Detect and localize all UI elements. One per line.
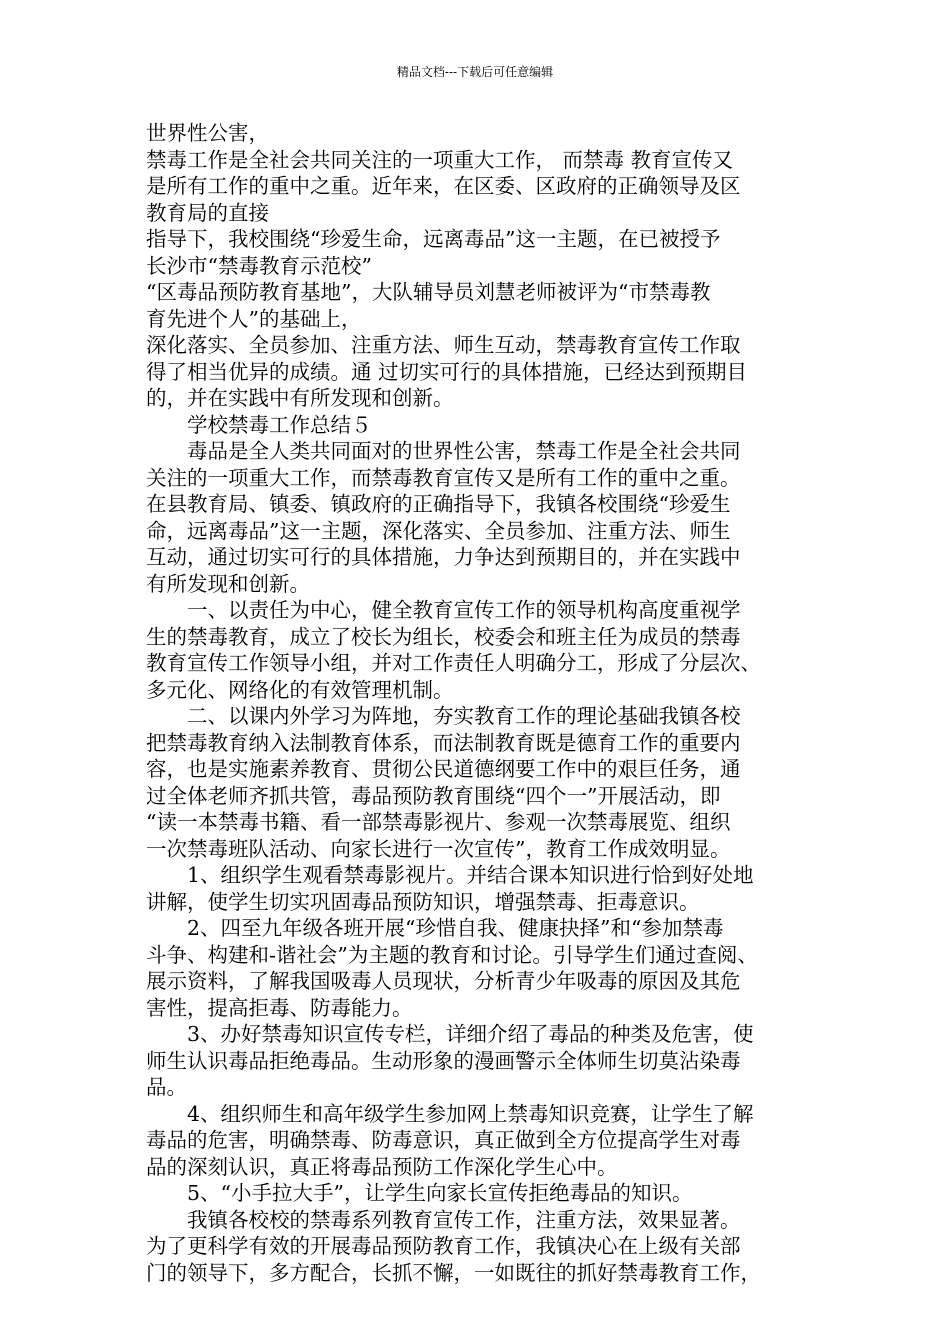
text-line: “读一本禁毒书籍、看一部禁毒影视片、参观一次禁毒展览、组织: [146, 810, 731, 834]
text-line: 斗争、构建和-谐社会”为主题的教育和讨论。引导学生们通过查阅、: [146, 942, 758, 967]
text-line: 深化落实、全员参加、注重方法、师生互动，禁毒教育宣传工作取: [146, 333, 741, 357]
text-line: 品的深刻认识，真正将毒品预防工作深化学生心中。: [146, 1154, 618, 1179]
text-line: 教育宣传工作领导小组，并对工作责任人明确分工，形成了分层次、: [146, 651, 761, 675]
text-line: 3、办好禁毒知识宣传专栏，详细介绍了毒品的种类及危害，使: [187, 1022, 754, 1046]
text-line: 禁毒工作是全社会共同关注的一项重大工作， 而禁毒 教育宣传又: [146, 147, 734, 172]
text-line: 得了相当优异的成绩。通 过切实可行的具体措施，已经达到预期目: [146, 359, 748, 384]
text-line: 师生认识毒品拒绝毒品。生动形象的漫画警示全体师生切莫沾染毒: [146, 1048, 741, 1073]
text-line: 育先进个人”的基础上，: [146, 306, 362, 331]
text-line: 毒品的危害，明确禁毒、防毒意识，真正做到全方位提高学生对毒: [146, 1128, 741, 1152]
text-line: 5、“小手拉大手”，让学生向家长宣传拒绝毒品的知识。: [187, 1181, 693, 1205]
text-line: 有所发现和创新。: [146, 571, 310, 596]
text-line: 门的领导下，多方配合，长抓不懈，一如既往的抓好禁毒教育工作，: [146, 1260, 761, 1285]
text-line: 4、组织师生和高年级学生参加网上禁毒知识竞赛，让学生了解: [187, 1101, 754, 1126]
text-line: 2、四至九年级各班开展“珍惜自我、健康抉择”和“参加禁毒: [187, 916, 724, 940]
text-line: 过全体老师齐抓共管，毒品预防教育围绕“四个一”开展活动，即: [146, 783, 721, 808]
text-line: 在县教育局、镇委、镇政府的正确指导下，我镇各校围绕“珍爱生: [146, 492, 731, 516]
text-line: “区毒品预防教育基地”，大队辅导员刘慧老师被评为“市禁毒教: [146, 280, 711, 304]
text-line: 为了更科学有效的开展毒品预防教育工作，我镇决心在上级有关部: [146, 1234, 741, 1258]
text-line: 二、以课内外学习为阵地，夯实教育工作的理论基础我镇各校: [187, 704, 741, 728]
text-line: 毒品是全人类共同面对的世界性公害，禁毒工作是全社会共同: [187, 439, 741, 463]
text-line: 我镇各校校的禁毒系列教育宣传工作，注重方法，效果显著。: [187, 1207, 741, 1232]
text-line: 展示资料，了解我国吸毒人员现状，分析青少年吸毒的原因及其危: [146, 969, 741, 993]
document-body: [146, 120, 806, 1286]
text-line: 的，并在实践中有所发现和创新。: [146, 386, 454, 410]
text-line: 品。: [146, 1075, 187, 1099]
text-line: 指导下，我校围绕“珍爱生命，远离毒品”这一主题，在已被授予: [146, 227, 721, 251]
text-line: 命，远离毒品”这一主题，深化落实、全员参加、注重方法、师生: [146, 518, 731, 543]
text-line: 讲解，使学生切实巩固毒品预防知识，增强禁毒、拒毒意识。: [146, 889, 700, 914]
text-line: 一次禁毒班队活动、向家长进行一次宣传”，教育工作成效明显。: [146, 836, 731, 861]
text-line: 容，也是实施素养教育、贯彻公民道德纲要工作中的艰巨任务，通: [146, 757, 741, 781]
page-header: 精品文档---下载后可任意编辑: [396, 65, 554, 79]
text-line: 长沙市“禁毒教育示范校”: [146, 253, 372, 278]
text-line: 互动，通过切实可行的具体措施，力争达到预期目的，并在实践中: [146, 545, 741, 569]
text-line: 教育局的直接: [146, 200, 269, 225]
text-line: 学校禁毒工作总结５: [187, 412, 372, 437]
text-line: 世界性公害，: [146, 121, 269, 145]
text-line: 多元化、网络化的有效管理机制。: [146, 677, 454, 702]
text-line: 是所有工作的重中之重。近年来，在区委、区政府的正确领导及区: [146, 174, 741, 198]
text-line: 关注的一项重大工作，而禁毒教育宣传又是所有工作的重中之重。: [146, 465, 741, 490]
text-line: 一、以责任为中心，健全教育宣传工作的领导机构高度重视学: [187, 598, 741, 622]
text-line: 1、组织学生观看禁毒影视片。并结合课本知识进行恰到好处地: [187, 863, 754, 887]
text-line: 生的禁毒教育，成立了校长为组长，校委会和班主任为成员的禁毒: [146, 624, 741, 649]
text-line: 把禁毒教育纳入法制教育体系，而法制教育既是德育工作的重要内: [146, 730, 741, 755]
text-line: 害性，提高拒毒、防毒能力。: [146, 995, 413, 1020]
